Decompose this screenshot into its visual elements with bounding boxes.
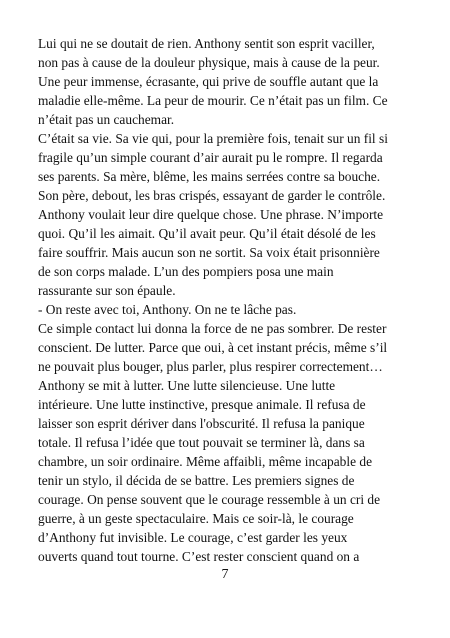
text-line: fragile qu’un simple courant d’air aurait pu le rompre. Il regarda bbox=[38, 150, 383, 165]
text-line: Anthony voulait leur dire quelque chose. Une phrase. N’importe bbox=[38, 207, 384, 222]
text-line: tenir un stylo, il décida de se battre. Les premiers signes de bbox=[38, 473, 355, 488]
text-line: Anthony se mit à lutter. Une lutte silencieuse. Une lutte bbox=[38, 378, 336, 393]
text-line: maladie elle-même. La peur de mourir. Ce n’était pas un film. Ce bbox=[38, 93, 388, 108]
text-line: courage. On pense souvent que le courage ressemble à un cri de bbox=[38, 492, 381, 507]
text-line: d’Anthony fut invisible. Le courage, c’est garder les yeux bbox=[38, 530, 348, 545]
text-line: Lui qui ne se doutait de rien. Anthony sentit son esprit vaciller, bbox=[38, 36, 375, 51]
text-line: Ce simple contact lui donna la force de ne pas sombrer. De rester bbox=[38, 321, 387, 336]
text-line: quoi. Qu’il les aimait. Qu’il avait peur. Qu’il était désolé de les bbox=[38, 226, 376, 241]
text-line: intérieure. Une lutte instinctive, presque animale. Il refusa de bbox=[38, 397, 366, 412]
text-line: n’était pas un cauchemar. bbox=[38, 112, 175, 127]
text-line: ne pouvait plus bouger, plus parler, plus respirer correctement… bbox=[38, 359, 383, 374]
text-line: non pas à cause de la douleur physique, mais à cause de la peur. bbox=[38, 55, 380, 70]
text-line: Son père, debout, les bras crispés, essayant de garder le contrôle. bbox=[38, 188, 386, 203]
page-number: 7 bbox=[221, 567, 229, 582]
text-line: laisser son esprit dériver dans l'obscurité. Il refusa la panique bbox=[38, 416, 365, 431]
text-line: conscient. De lutter. Parce que oui, à cet instant précis, même s’il bbox=[38, 340, 388, 355]
text-line: rassurante sur son épaule. bbox=[38, 283, 176, 298]
text-line: de son corps malade. L’un des pompiers posa une main bbox=[38, 264, 334, 279]
body-text bbox=[38, 34, 418, 566]
text-line: faire souffrir. Mais aucun son ne sortit. Sa voix était prisonnière bbox=[38, 245, 380, 260]
text-line: chambre, un soir ordinaire. Même affaibli, même incapable de bbox=[38, 454, 373, 469]
text-line: ses parents. Sa mère, blême, les mains serrées contre sa bouche. bbox=[38, 169, 381, 184]
text-line: totale. Il refusa l’idée que tout pouvait se terminer là, dans sa bbox=[38, 435, 365, 450]
text-line: C’était sa vie. Sa vie qui, pour la première fois, tenait sur un fil si bbox=[38, 131, 388, 146]
text-line: ouverts quand tout tourne. C’est rester conscient quand on a bbox=[38, 549, 360, 564]
dialogue-line: - On reste avec toi, Anthony. On ne te lâche pas. bbox=[38, 302, 297, 317]
text-line: Une peur immense, écrasante, qui prive de souffle autant que la bbox=[38, 74, 379, 89]
text-line: guerre, à un geste spectaculaire. Mais ce soir-là, le courage bbox=[38, 511, 354, 526]
